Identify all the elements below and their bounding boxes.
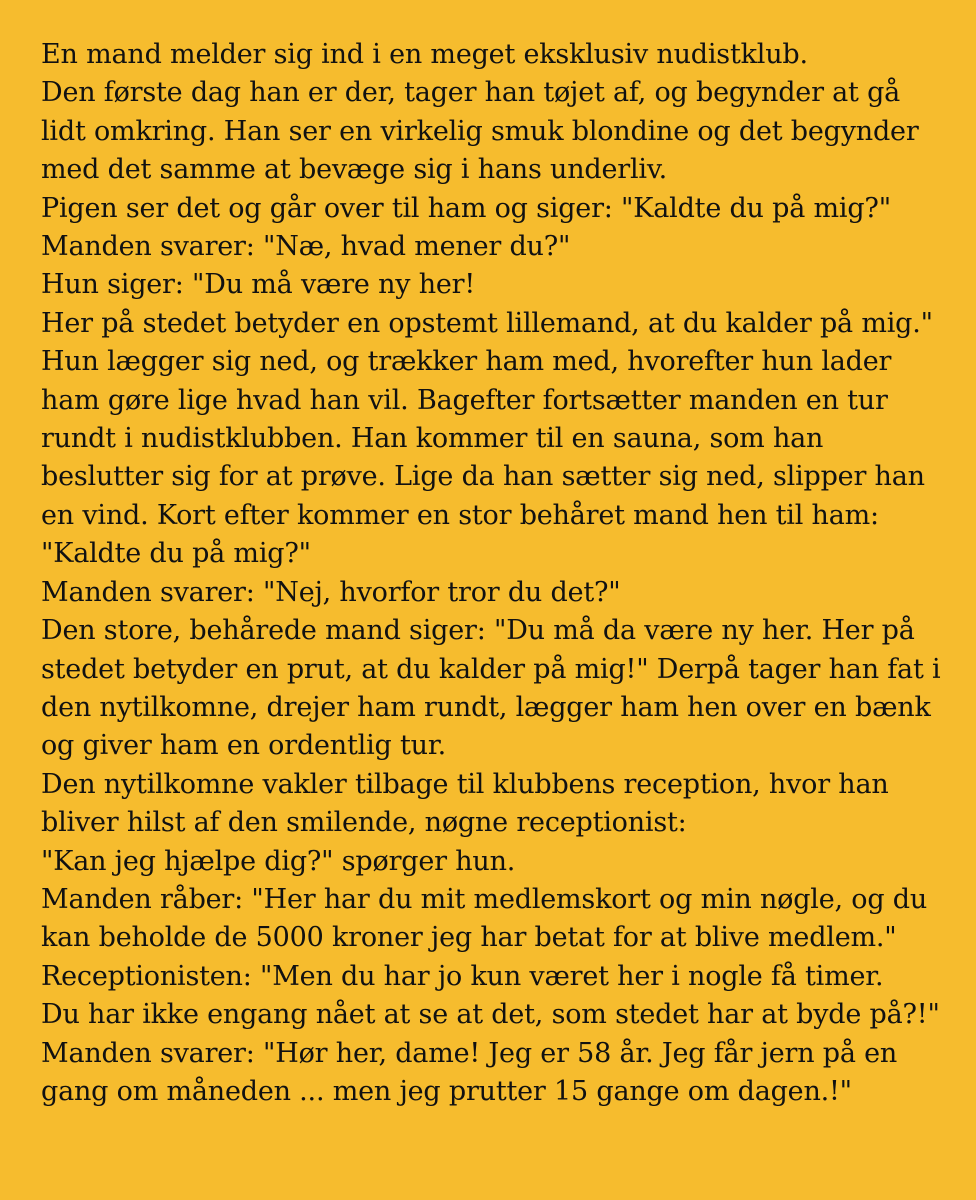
story-line: Manden svarer: "Næ, hvad mener du?" bbox=[41, 231, 571, 263]
story-line: "Kan jeg hjælpe dig?" spørger hun. bbox=[41, 845, 516, 877]
story-line: en vind. Kort efter kommer en stor behåret mand hen til ham: bbox=[41, 499, 879, 531]
story-line: Den første dag han er der, tager han tøjet af, og begynder at gå bbox=[41, 77, 901, 109]
story-line: Manden svarer: "Nej, hvorfor tror du det?" bbox=[41, 576, 621, 608]
story-line: "Kaldte du på mig?" bbox=[41, 538, 311, 570]
story-line: Hun siger: "Du må være ny her! bbox=[41, 269, 476, 301]
story-line: En mand melder sig ind i en meget eksklusiv nudistklub. bbox=[41, 39, 808, 70]
story-text bbox=[41, 36, 946, 1111]
story-line: gang om måneden ... men jeg prutter 15 gange om dagen.!" bbox=[41, 1075, 852, 1107]
story-line: Pigen ser det og går over til ham og siger: "Kaldte du på mig?" bbox=[41, 192, 891, 224]
story-line: Her på stedet betyder en opstemt lillemand, at du kalder på mig." bbox=[41, 307, 933, 339]
story-line: og giver ham en ordentlig tur. bbox=[41, 730, 446, 762]
story-line: Manden svarer: "Hør her, dame! Jeg er 58 år. Jeg får jern på en bbox=[41, 1037, 898, 1069]
story-line: beslutter sig for at prøve. Lige da han sætter sig ned, slipper han bbox=[41, 461, 925, 493]
story-line: kan beholde de 5000 kroner jeg har betat for at blive medlem." bbox=[41, 922, 897, 954]
story-line: stedet betyder en prut, at du kalder på mig!" Derpå tager han fat i bbox=[41, 653, 941, 685]
story-line: bliver hilst af den smilende, nøgne receptionist: bbox=[41, 807, 687, 839]
story-line: Den nytilkomne vakler tilbage til klubbens reception, hvor han bbox=[41, 768, 889, 800]
story-line: Den store, behårede mand siger: "Du må da være ny her. Her på bbox=[41, 615, 915, 647]
story-line: Receptionisten: "Men du har jo kun været her i nogle få timer. bbox=[41, 960, 884, 992]
story-line: den nytilkomne, drejer ham rundt, lægger ham hen over en bænk bbox=[41, 691, 931, 723]
story-line: Du har ikke engang nået at se at det, som stedet har at byde på?!" bbox=[41, 999, 940, 1031]
story-line: lidt omkring. Han ser en virkelig smuk blondine og det begynder bbox=[41, 115, 919, 147]
story-line: ham gøre lige hvad han vil. Bagefter fortsætter manden en tur bbox=[41, 384, 888, 416]
story-line: med det samme at bevæge sig i hans underliv. bbox=[41, 154, 668, 186]
story-line: Hun lægger sig ned, og trækker ham med, hvorefter hun lader bbox=[41, 346, 892, 378]
story-line: Manden råber: "Her har du mit medlemskort og min nøgle, og du bbox=[41, 883, 928, 915]
story-line: rundt i nudistklubben. Han kommer til en sauna, som han bbox=[41, 423, 824, 455]
